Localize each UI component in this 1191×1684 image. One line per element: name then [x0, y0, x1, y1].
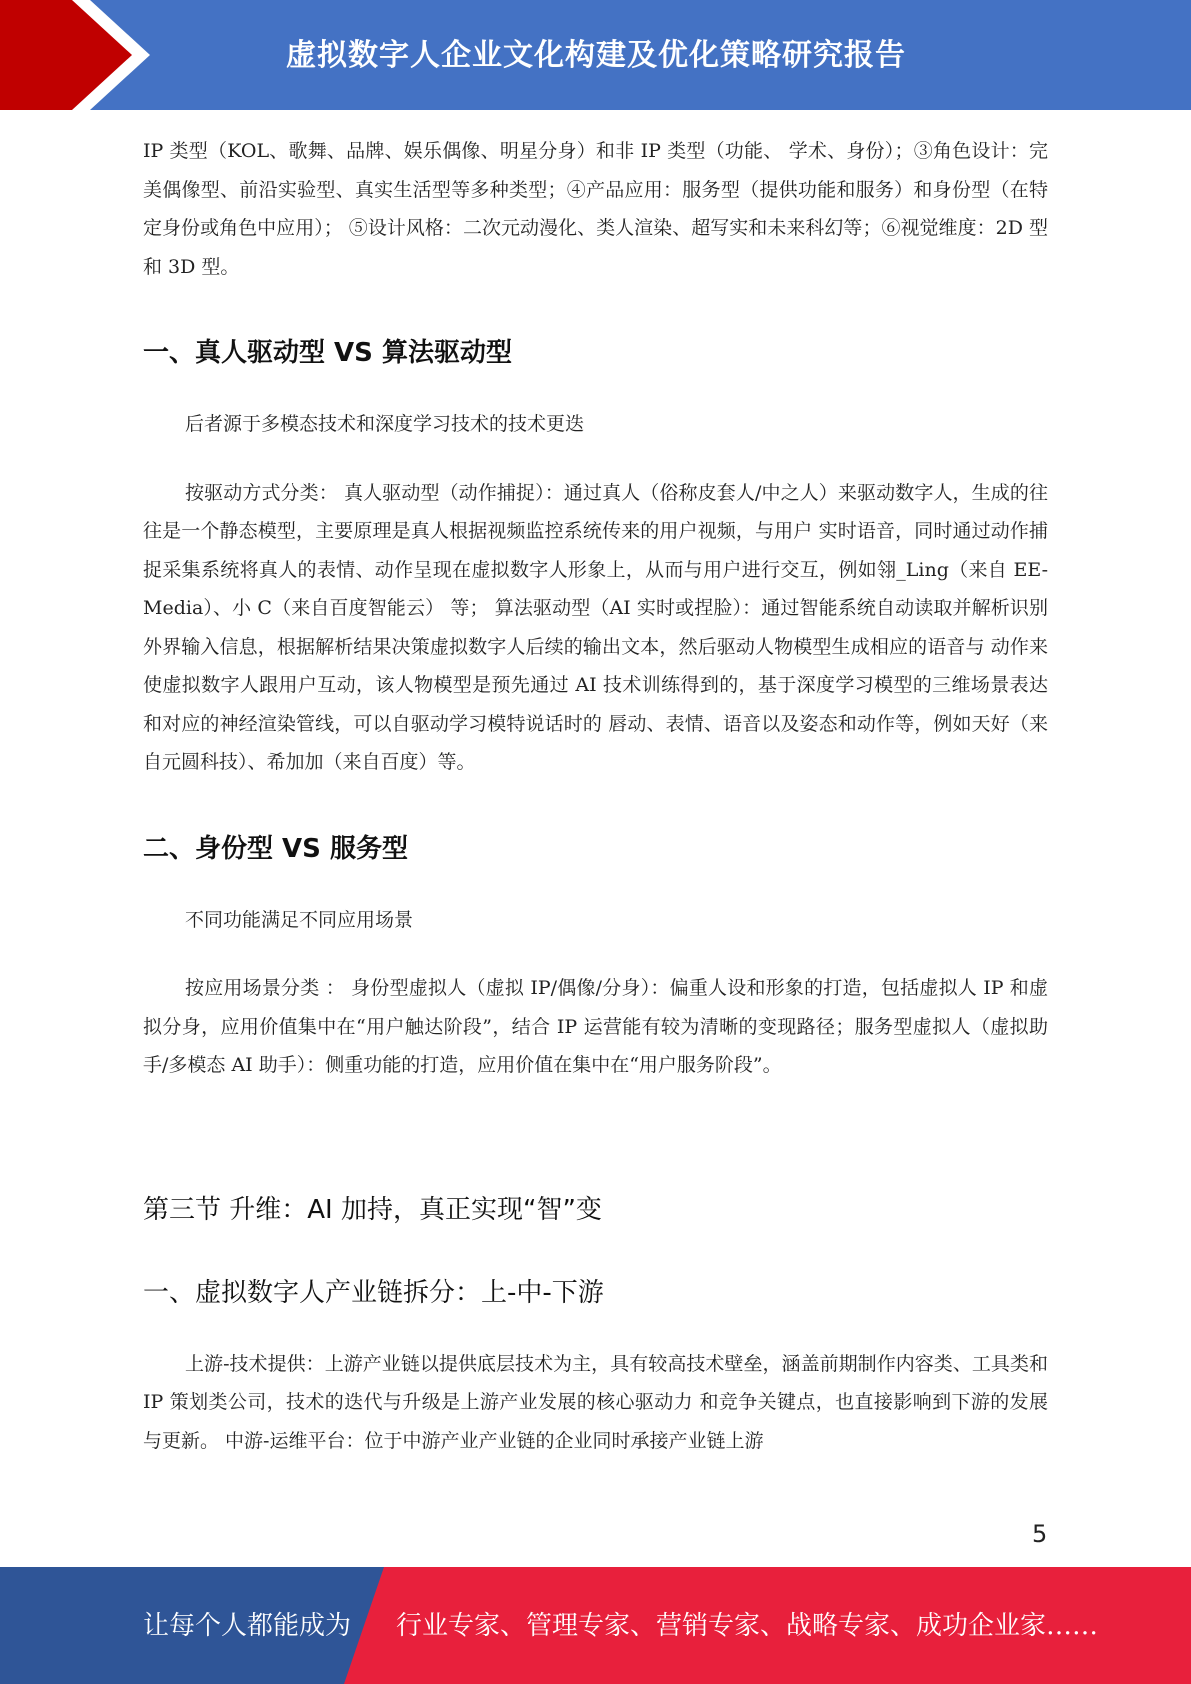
page-number: 5 [1032, 1520, 1048, 1548]
page-header [0, 0, 1191, 110]
footer-slogan-left: 让每个人都能成为 [143, 1611, 352, 1641]
report-title: 虚拟数字人企业文化构建及优化策略研究报告 [286, 38, 906, 73]
section-lead-driver-type: 后者源于多模态技术和深度学习技术的技术更迭 [185, 413, 585, 435]
section-heading-industry-chain: 一、虚拟数字人产业链拆分：上-中-下游 [143, 1277, 604, 1308]
section-heading-identity-service: 二、身份型 VS 服务型 [143, 833, 408, 864]
footer-slogan-right: 行业专家、管理专家、营销专家、战略专家、成功企业家…… [396, 1611, 1099, 1641]
page-content [143, 132, 1048, 1460]
section-body-industry-chain: 上游-技术提供：上游产业链以提供底层技术为主，具有较高技术壁垒，涵盖前期制作内容类、工具类和 IP 策划类公司，技术的迭代与升级是上游产业发展的核心驱动力 和竞争关键点，也直接影响到下游的发展与更新。 中游-运维平台：位于中游产业产业链的企业同时承接产业链上游 [143, 1352, 1048, 1452]
section-body-driver-type: 按驱动方式分类： 真人驱动型（动作捕捉）：通过真人（俗称皮套人/中之人）来驱动数字人，生成的往往是一个静态模型，主要原理是真人根据视频监控系统传来的用户视频，与用户 实时语音，同时通过动作捕捉采集系统将真人的表情、动作呈现在虚拟数字人形象上，从而与用户进行交互，例如翎_Ling（来自 EE-Media）、小 C（来自百度智能云） 等； 算法驱动型（AI 实时或捏脸）：通过智能系统自动读取并解析识别外界输入信息，根据解析结果决策虚拟数字人后续的输出文本，然后驱动人物模型生成相应的语音与 动作来使虚拟数字人跟用户互动，该人物模型是预先通过 AI 技术训练得到的，基于深度学习模型的三维场景表达和对应的神经渲染管线，可以自驱动学习模特说话时的 唇动、表情、语音以及姿态和动作等，例如天好（来自元圆科技）、希加加（来自百度）等。 [143, 481, 1048, 773]
intro-paragraph: IP 类型（KOL、歌舞、品牌、娱乐偶像、明星分身）和非 IP 类型（功能、 学术、身份）；③角色设计：完美偶像型、前沿实验型、真实生活型等多种类型；④产品应用：服务型（提供功能和服务）和身份型（在特定身份或角色中应用）； ⑤设计风格：二次元动漫化、类人渲染、超写实和未来科幻等；⑥视觉维度：2D 型和 3D 型。 [143, 140, 1048, 278]
chapter-heading-section3: 第三节 升维：AI 加持，真正实现“智”变 [143, 1194, 602, 1225]
section-body-identity-service: 按应用场景分类 ： 身份型虚拟人（虚拟 IP/偶像/分身）：偏重人设和形象的打造，包括虚拟人 IP 和虚拟分身，应用价值集中在“用户触达阶段”，结合 IP 运营能有较为清晰的变现路径；服务型虚拟人（虚拟助手/多模态 AI 助手）：侧重功能的打造，应用价值在集中在“用户服务阶段”。 [143, 977, 1048, 1076]
section-lead-identity-service: 不同功能满足不同应用场景 [185, 908, 414, 931]
section-heading-driver-type: 一、真人驱动型 VS 算法驱动型 [143, 338, 512, 368]
page-footer [0, 1567, 1191, 1684]
